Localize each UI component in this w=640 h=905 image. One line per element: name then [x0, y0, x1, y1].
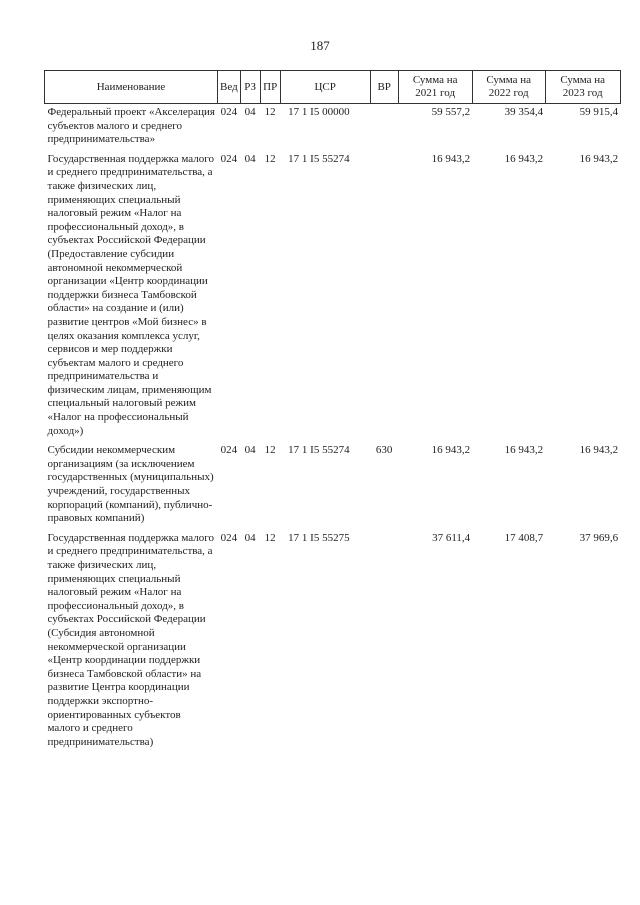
row-sum-2023: 59 915,4: [579, 106, 619, 118]
header-csr: ЦСР: [280, 71, 370, 104]
row-sum-2023: 37 969,6: [579, 531, 619, 544]
row-sum-2022: 16 943,2: [504, 444, 544, 457]
header-sum-2022-line2: 2022 год: [488, 87, 529, 99]
row-sum-2022: 16 943,2: [504, 152, 544, 165]
table-row: [45, 530, 621, 754]
table-row: [45, 104, 621, 151]
page-number: 187: [310, 38, 330, 53]
header-sum-2021-line2: 2021 год: [415, 87, 456, 99]
row-pr: 12: [264, 444, 276, 457]
header-sum-2023-line2: 2023 год: [562, 87, 603, 99]
row-sum-2021: 16 943,2: [431, 152, 471, 165]
row-ved: 024: [220, 444, 238, 457]
header-sum-2023: [545, 71, 620, 104]
row-sum-2022: 17 408,7: [504, 531, 544, 544]
row-csr: 17 1 I5 55274: [288, 444, 350, 457]
row-name: Федеральный проект «Акселерация субъектов малого и среднего предпринимательства»: [47, 106, 215, 146]
row-vr: 630: [375, 444, 393, 457]
row-sum-2021: 59 557,2: [431, 106, 471, 118]
header-sum-2022: [472, 71, 545, 104]
table-row: [45, 151, 621, 442]
row-vr: [370, 104, 398, 151]
row-name: Государственная поддержка малого и среднего предпринимательства, а также физических лиц, применяющих специальный налоговый режим «Налог на профессиональный доход», в субъектах Российской Федерации (Субсидия автономной некоммерческой организации «Центр координации поддержки бизнеса Тамбовской области» на развитие Центра координации поддержки экспортно-ориентированных субъектов малого и среднего предпринимательства): [47, 531, 215, 748]
header-name: Наименование: [45, 71, 218, 104]
row-sum-2023: 16 943,2: [579, 152, 619, 165]
header-sum-2022-line1: Сумма на: [486, 74, 531, 86]
row-ved: 024: [220, 152, 238, 165]
row-ved: 024: [220, 106, 238, 118]
row-sum-2021: 37 611,4: [432, 531, 471, 544]
header-sum-2023-line1: Сумма на: [560, 74, 605, 86]
row-sum-2022: 39 354,4: [504, 106, 544, 118]
row-pr: 12: [264, 106, 276, 118]
header-sum-2021: [398, 71, 472, 104]
row-pr: 12: [264, 152, 276, 165]
row-rz: 04: [244, 106, 256, 118]
row-csr: 17 1 I5 00000: [288, 106, 350, 118]
header-pr: ПР: [260, 71, 280, 104]
row-csr: 17 1 I5 55274: [288, 152, 350, 165]
row-rz: 04: [244, 444, 256, 457]
header-sum-2021-line1: Сумма на: [412, 74, 458, 86]
row-sum-2021: 16 943,2: [431, 444, 471, 457]
row-csr: 17 1 I5 55275: [288, 531, 350, 544]
row-sum-2023: 16 943,2: [579, 444, 619, 457]
row-rz: 04: [244, 531, 256, 544]
row-name: Субсидии некоммерческим организациям (за исключением государственных (муниципальных) учреждений, государственных корпораций (компаний), публично-правовых компаний): [47, 444, 214, 525]
table-row: [45, 442, 621, 530]
row-name: Государственная поддержка малого и среднего предпринимательства, а также физических лиц, применяющих специальный налоговый режим «Налог на профессиональный доход», в субъектах Российской Федерации (Предоставление субсидии автономной некоммерческой организации «Центр координации поддержки бизнеса Тамбовской области» на создание и (или) развитие центров «Мой бизнес» в целях оказания комплекса услуг, сервисов и мер поддержки субъектам малого и среднего предпринимательства и физическим лицам, применяющим специальный налоговый режим «Налог на профессиональный доход»): [47, 152, 215, 437]
header-vr: ВР: [370, 71, 398, 104]
row-ved: 024: [220, 531, 238, 544]
row-pr: 12: [264, 531, 276, 544]
table-header-row: [45, 71, 621, 104]
header-ved: Вед: [218, 71, 241, 104]
row-rz: 04: [244, 152, 256, 165]
budget-table: [44, 70, 621, 753]
row-vr: [370, 530, 398, 754]
row-vr: [370, 151, 398, 442]
header-rz: РЗ: [240, 71, 260, 104]
